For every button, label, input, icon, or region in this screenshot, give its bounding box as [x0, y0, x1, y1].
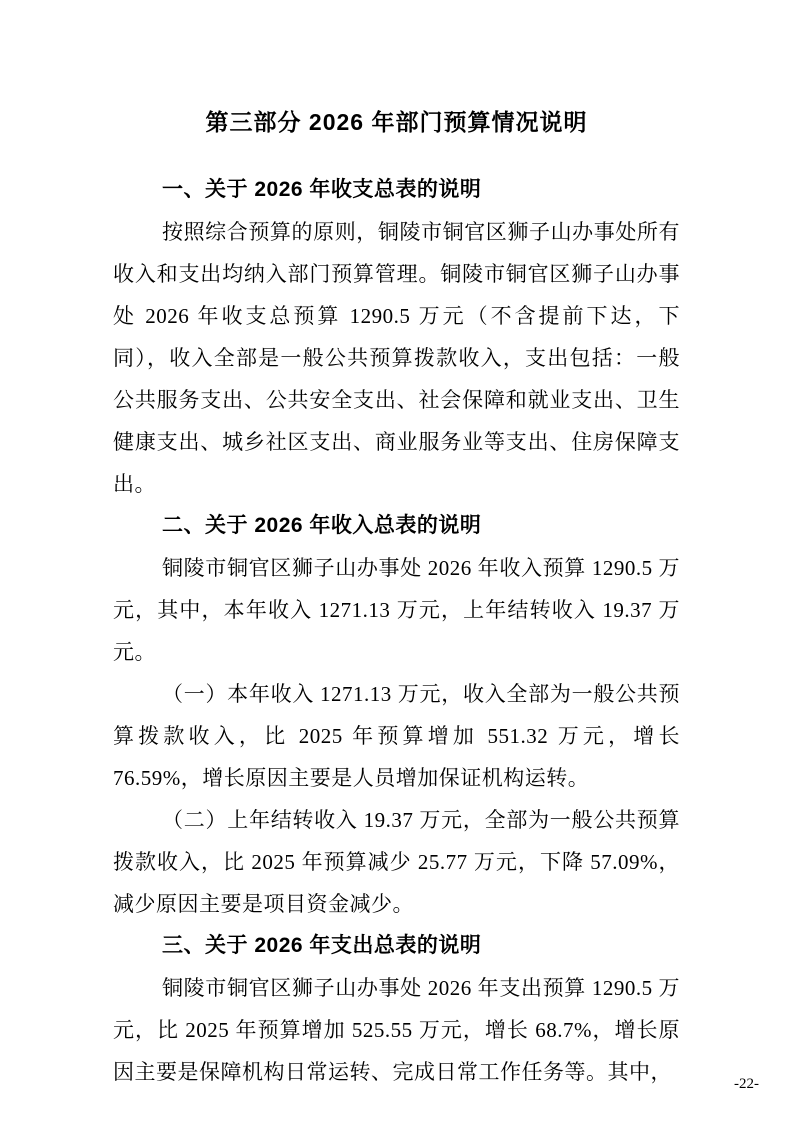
- section-income-expense-summary: [113, 169, 680, 505]
- document-title: 第三部分 2026 年部门预算情况说明: [205, 109, 588, 135]
- section-heading-3: 三、关于 2026 年支出总表的说明: [162, 934, 482, 957]
- page-number: -22-: [734, 1076, 759, 1092]
- section-expense-summary: [113, 925, 680, 1093]
- paragraph: （一）本年收入 1271.13 万元，收入全部为一般公共预算拨款收入，比 2025 年预算增加 551.32 万元，增长 76.59%，增长原因主要是人员增加保证机构运转。: [113, 682, 680, 790]
- section-heading-2: 二、关于 2026 年收入总表的说明: [162, 514, 482, 537]
- section-heading-1: 一、关于 2026 年收支总表的说明: [162, 178, 482, 201]
- section-income-summary: [113, 505, 680, 925]
- paragraph: 铜陵市铜官区狮子山办事处 2026 年收入预算 1290.5 万元，其中，本年收入 1271.13 万元，上年结转收入 19.37 万元。: [113, 556, 680, 664]
- paragraph: （二）上年结转收入 19.37 万元，全部为一般公共预算拨款收入，比 2025 年预算减少 25.77 万元，下降 57.09%，减少原因主要是项目资金减少。: [113, 808, 680, 916]
- paragraph: 铜陵市铜官区狮子山办事处 2026 年支出预算 1290.5 万元，比 2025 年预算增加 525.55 万元，增长 68.7%，增长原因主要是保障机构日常运转、完成日常工作任务等。其中，: [113, 976, 680, 1084]
- paragraph: 按照综合预算的原则，铜陵市铜官区狮子山办事处所有收入和支出均纳入部门预算管理。铜陵市铜官区狮子山办事处 2026 年收支总预算 1290.5 万元（不含提前下达，下同），收入全部是一般公共预算拨款收入，支出包括：一般公共服务支出、公共安全支出、社会保障和就业支出、卫生健康支出、城乡社区支出、商业服务业等支出、住房保障支出。: [113, 220, 680, 496]
